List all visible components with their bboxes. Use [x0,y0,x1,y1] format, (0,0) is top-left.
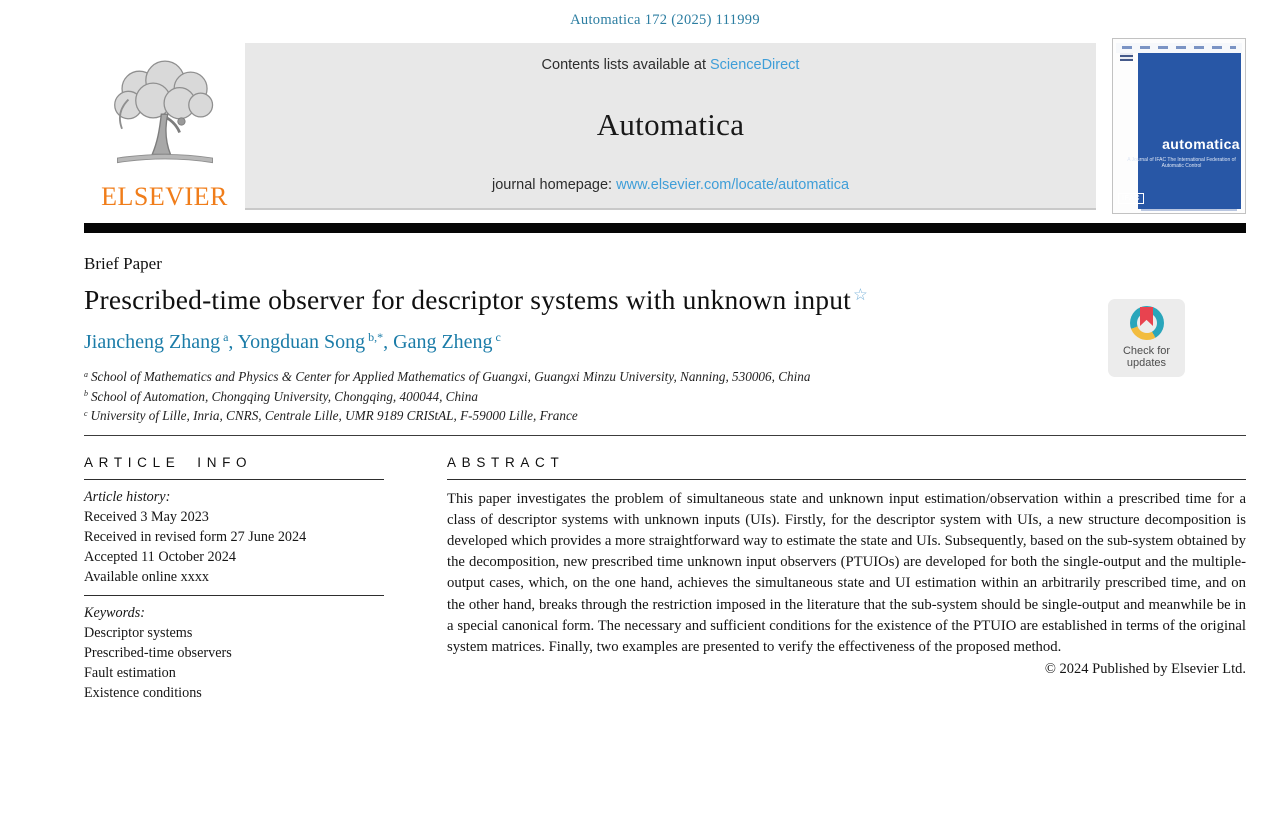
badge-label-line1: Check for [1122,345,1171,357]
section-divider-rule [84,435,1246,436]
affiliation-line [84,406,1268,426]
abstract-text: This paper investigates the problem of simultaneous state and unknown input estimation/observation within a prescribed time for a class of descriptor systems with unknown inputs (UIs). Firstly, for the descriptor system with UIs, a new structure decomposition is developed which provides a more straightforward way to estimate the state and UIs. Subsequently, based on the sub-system obtained by the decomposition, new prescribed time unknown input observers (PTUIOs) are developed for both the single-output and the multiple-output cases, which, on the one hand, achieves the simultaneous state and UI estimation within an arbitrarily prescribed time, and on the other hand, breaks through the restriction imposed in the literature that the sub-system should be single-output and meanwhile be in a special canonical form. The necessary and sufficient conditions for the existence of the PTUIO are established in terms of the original system matrices. Finally, two examples are presented to verify the effectiveness of the proposed method. [447,490,1246,655]
abstract-column [447,455,1246,703]
title-footnote-star-link[interactable]: ☆ [853,284,869,304]
article-info-heading: ARTICLE INFO [84,454,253,470]
cover-footer-line [1141,209,1237,211]
authors-line [84,331,1268,354]
affiliation-text: University of Lille, Inria, CNRS, Centrale Lille, UMR 9189 CRIStAL, F-59000 Lille, France [90,408,578,423]
author-separator: , [228,331,238,353]
author-name[interactable]: Gang Zheng [393,331,493,353]
keyword-line: Descriptor systems [84,624,193,641]
homepage-prefix: journal homepage: [491,177,617,193]
page-title [84,284,1268,316]
history-label: Article history: [84,488,171,505]
keywords-block [84,603,384,703]
author-name[interactable]: Yongduan Song [237,331,366,353]
check-for-updates-badge[interactable] [1108,299,1185,377]
affiliation-text: School of Mathematics and Physics & Center for Applied Mathematics of Guangxi, Guangxi Minzu University, Nanning, 530006, China [90,369,811,384]
check-for-updates-label [1123,345,1170,369]
affiliation-line [84,387,1268,407]
history-line: Received in revised form 27 June 2024 [84,528,307,545]
affiliation-text: School of Automation, Chongqing University, Chongqing, 400044, China [90,388,478,404]
affiliation-sup: b [84,389,88,399]
author-separator: , [383,331,394,353]
article-info-rule [84,479,384,480]
copyright-line: © 2024 Published by Elsevier Ltd. [1044,661,1246,678]
contents-prefix: Contents lists available at [541,57,710,73]
cover-top-band [1116,43,1242,53]
affiliation-sup: c [84,408,88,418]
badge-label-line2: updates [1126,357,1167,369]
author-name[interactable]: Jiancheng Zhang [84,331,221,353]
journal-cover-image [1112,38,1246,214]
cover-volume-text-marks [1122,46,1236,49]
article-history-block [84,487,384,587]
elsevier-logo [84,43,245,210]
ifac-logo: IFAC [1118,193,1144,204]
keywords-label: Keywords: [84,604,145,621]
keyword-line: Existence conditions [84,684,202,701]
homepage-line [245,177,1096,193]
affiliation-sup: a [84,369,88,379]
abstract-heading: ABSTRACT [447,454,565,470]
keyword-line: Fault estimation [84,664,176,681]
keyword-line: Prescribed-time observers [84,644,232,661]
cover-subtitle: A Journal of IFAC The International Federation of Automatic Control [1127,157,1236,170]
history-line: Accepted 11 October 2024 [84,548,236,565]
abstract-rule [447,479,1246,480]
journal-banner [245,43,1096,210]
keywords-divider-rule [84,595,384,596]
affiliations-block [84,367,1268,426]
article-info-column [84,455,384,703]
article-title-text: Prescribed-time observer for descriptor systems with unknown input [84,284,852,315]
history-line: Received 3 May 2023 [84,508,209,525]
article-type-label: Brief Paper [84,254,162,273]
homepage-url-link[interactable]: www.elsevier.com/locate/automatica [616,177,850,193]
info-abstract-columns [84,455,1246,703]
sciencedirect-link[interactable]: ScienceDirect [710,57,800,73]
author-affiliation-sup: a [223,330,229,345]
banner-journal-name: Automatica [596,107,745,142]
affiliation-line [84,367,1268,387]
history-line: Available online xxxx [84,568,210,585]
journal-citation-line: Automatica 172 (2025) 111999 [570,12,760,28]
cover-blue-panel [1138,43,1241,209]
crossmark-icon [1130,306,1164,340]
cover-journal-title: automatica [1162,136,1240,153]
author-affiliation-sup: c [495,330,501,345]
elsevier-wordmark: ELSEVIER [101,181,228,211]
author-affiliation-sup: b,* [368,330,384,345]
contents-line [245,57,1096,73]
journal-header [84,43,1246,214]
elsevier-tree-icon [101,49,229,183]
header-divider-bar [84,223,1246,233]
